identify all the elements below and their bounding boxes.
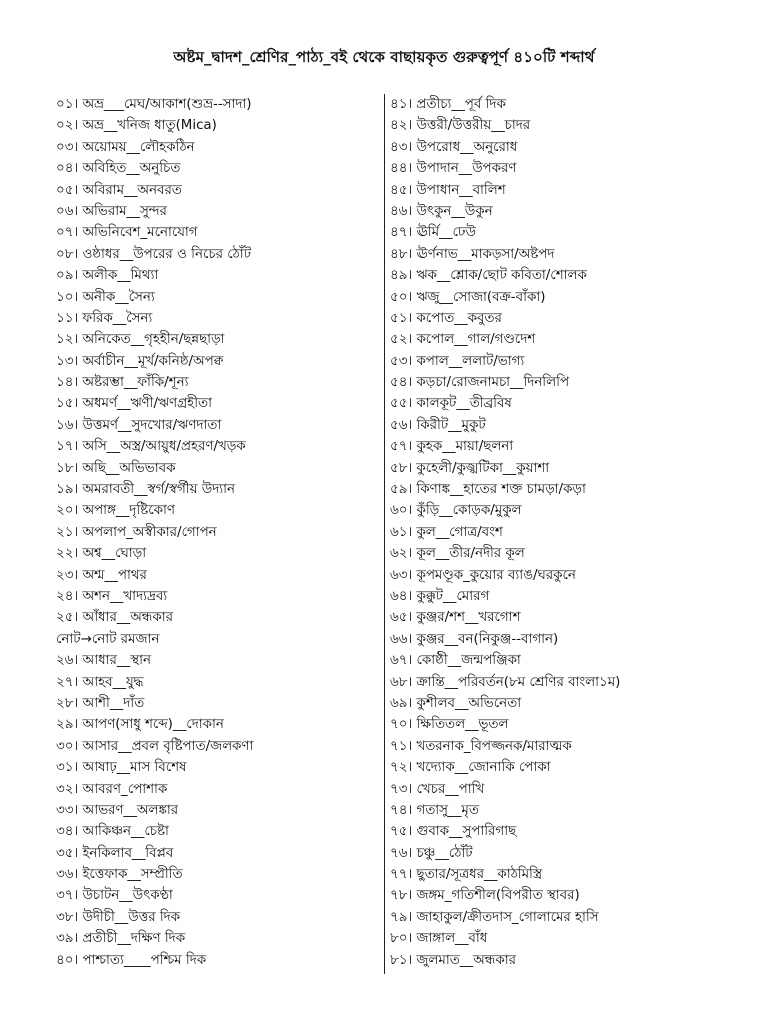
word-entry: ২৩। অশ্ম__পাথর — [56, 567, 147, 583]
word-entry: ৫০। ঋজু__সোজা(বক্র-বাঁকা) — [390, 289, 546, 305]
word-entry: ৫৪। কড়চা/রোজনামচা__দিনলিপি — [390, 375, 570, 391]
word-entry: ০৩। অয়োময়__লৌহকঠিন — [56, 139, 195, 155]
word-entry: ০৬। অভিরাম__সুন্দর — [56, 203, 167, 219]
word-entry: ২২। অশ্ব__ঘোড়া — [56, 546, 147, 562]
word-entry: ৭২। খদ্যোক__জোনাকি পোকা — [390, 760, 551, 776]
word-entry: ১১। ফরিক__সৈন্য — [56, 310, 153, 326]
word-entry: ১৮। অছি__অভিভাবক — [56, 460, 176, 476]
word-entry: ২৪। অশন__খাদ্যদ্রব্য — [56, 588, 168, 604]
word-entry: ৪৫। উপাধান__বালিশ — [390, 182, 506, 198]
word-entry: ৩৪। আকিঞ্চন__চেষ্টা — [56, 824, 169, 840]
word-entry: ৭৫। গুবাক__সুপারিগাছ — [390, 824, 517, 840]
word-entry: ১৫। অধমর্ণ__ঋণী/ঋণগ্রহীতা — [56, 396, 212, 412]
word-entry: ৬৯। কুশীলব__অভিনেতা — [390, 695, 522, 711]
word-entry: ২৭। আহব__যুদ্ধ — [56, 674, 144, 690]
word-entry: ৫৫। কালকূট__তীব্রবিষ — [390, 396, 512, 412]
word-entry: ৫৯। কিণাঙ্ক__হাতের শক্ত চামড়া/কড়া — [390, 482, 586, 498]
word-entry: ৬২। কূল__তীর/নদীর কূল — [390, 546, 525, 562]
word-entry: ২১। অপলাপ_অস্বীকার/গোপন — [56, 524, 217, 540]
word-entry: ৭১। খতরনাক_বিপজ্জনক/মারাত্মক — [390, 738, 572, 754]
word-entry: ৬১। কুল__গোত্র/বংশ — [390, 524, 503, 540]
word-entry: ২০। অপাঙ্গ__দৃষ্টিকোণ — [56, 503, 175, 519]
word-entry: ১০। অনীক__সৈন্য — [56, 289, 155, 305]
word-entry: নোট→নোট রমজান — [56, 631, 160, 647]
word-entry: ৩৯। প্রতীচী__দক্ষিণ দিক — [56, 931, 186, 947]
word-entry: ৫২। কপোল__গাল/গণ্ডদেশ — [390, 332, 536, 348]
word-entry: ৭৭। ছুতার/সূত্রধর__কাঠমিস্ত্রি — [390, 867, 543, 883]
word-entry: ৮০। জাঙ্গাল__বাঁধ — [390, 931, 488, 947]
page-title: অষ্টম_দ্বাদশ_শ্রেণির_পাঠ্য_বই থেকে বাছায়কৃত গুরুত্বপূর্ণ ৪১০টি শব্দার্থ — [173, 48, 595, 66]
word-entry: ৪০। পাশ্চাত্য____পশ্চিম দিক — [56, 952, 207, 968]
word-entry: ০৭। অভিনিবেশ_মনোযোগ — [56, 225, 198, 241]
word-entry: ৭৬। চঞ্চু__ঠোঁট — [390, 845, 473, 861]
word-entry: ৪৯। ঋক__শ্লোক/ছোট কবিতা/শোলক — [390, 268, 587, 284]
word-entry: ৩৫। ইনকিলাব__বিপ্লব — [56, 845, 174, 861]
word-entry: ২৯। আপণ(সাধু শব্দে)__দোকান — [56, 717, 224, 733]
word-entry: ৬৪। কুক্কুট__মোরগ — [390, 588, 490, 604]
word-entry: ২৫। আঁধার__অন্ধকার — [56, 610, 174, 626]
word-entry: ৩০। আসার__প্রবল বৃষ্টিপাত/জলকণা — [56, 738, 254, 754]
word-entry: ২৬। আধার__স্থান — [56, 653, 151, 669]
word-entry: ৬৭। কোষ্ঠী__জন্মপঞ্জিকা — [390, 653, 521, 669]
word-entry: ৪৬। উৎকুন__উকুন — [390, 203, 493, 219]
column-divider — [384, 94, 385, 974]
word-entry: ৭৮। জঙ্গম_গতিশীল(বিপরীত স্থাবর) — [390, 888, 580, 904]
word-entry: ৪৪। উপাদান__উপকরণ — [390, 161, 517, 177]
word-entry: ৪৩। উপরোধ__অনুরোধ — [390, 139, 518, 155]
word-entry: ৭৪। গতাসু__মৃত — [390, 802, 479, 818]
word-entry: ১৬। উত্তমর্ণ__সুদখোর/ঋণদাতা — [56, 417, 222, 433]
word-list-right — [390, 94, 760, 971]
word-entry: ০৫। অবিরাম__অনবরত — [56, 182, 182, 198]
word-entry: ৫৭। কুহক__মায়া/ছলনা — [390, 439, 514, 455]
word-entry: ৬৫। কুঞ্জর/শশ__খরগোশ — [390, 610, 521, 626]
word-entry: ৩৩। আভরণ__অলঙ্কার — [56, 802, 179, 818]
word-entry: ০৯। অলীক__মিথ্যা — [56, 268, 159, 284]
word-entry: ৩৬। ইত্তেফাক__সম্প্রীতি — [56, 867, 183, 883]
word-entry: ৪৮। ঊর্ণনাভ__মাকড়সা/অষ্টপদ — [390, 246, 555, 262]
word-entry: ৫৮। কুহেলী/কুজ্ঝটিকা__কুয়াশা — [390, 460, 550, 476]
word-entry: ৩১। আষাঢ়__মাস বিশেষ — [56, 760, 187, 776]
word-entry: ৪২। উত্তরী/উত্তরীয়__চাদর — [390, 118, 531, 134]
word-entry: ২৮। আশী__দাঁত — [56, 695, 145, 711]
word-entry: ৩৮। উদীচী__উত্তর দিক — [56, 909, 181, 925]
word-entry: ৭০। ক্ষিতিতল__ভূতল — [390, 717, 509, 733]
word-entry: ৩৭। উচাটন__উৎকণ্ঠা — [56, 888, 173, 904]
word-entry: ৬৩। কূপমণ্ডূক_কুয়োর ব্যাঙ/ঘরকুনে — [390, 567, 576, 583]
word-entry: ৫৬। কিরীট__মুকুট — [390, 417, 486, 433]
word-entry: ৫১। কপোত__কবুতর — [390, 310, 502, 326]
word-entry: ৪১। প্রতীচ্য__পূর্ব দিক — [390, 97, 506, 112]
word-entry: ১৭। অসি__অস্ত্র/আয়ুধ/প্রহরণ/খড়ক — [56, 439, 246, 455]
word-entry: ০২। অভ্র__খনিজ ধাতু(Mica) — [56, 118, 217, 134]
word-entry: ৫৩। কপাল__ললাট/ভাগ্য — [390, 353, 525, 369]
word-entry: ৪৭। ঊর্মি__ঢেউ — [390, 225, 476, 241]
word-entry: ৬০। কুঁড়ি__কোড়ক/মুকুল — [390, 503, 522, 519]
word-list-left — [56, 94, 376, 971]
word-entry: ১২। অনিকেত__গৃহহীন/ছন্নছাড়া — [56, 332, 225, 348]
word-entry: ৬৬। কুঞ্জর__বন(নিকুঞ্জ--বাগান) — [390, 631, 559, 647]
word-entry: ৮১। জুলমাত__অন্ধকার — [390, 952, 516, 968]
word-entry: ৬৮। ক্রান্তি__পরিবর্তন(৮ম শ্রেণির বাংলা১ম) — [390, 674, 621, 690]
word-entry: ৩২। আবরণ_পোশাক — [56, 781, 168, 797]
word-entry: ০৪। অবিহিত__অনুচিত — [56, 161, 181, 177]
word-entry: ০৮। ওষ্ঠাধর__উপরের ও নিচের ঠোঁট — [56, 246, 251, 262]
word-entry: ০১। অভ্র___মেঘ/আকাশ(শুভ্র--সাদা) — [56, 97, 252, 112]
word-entry: ১৯। অমরাবতী__স্বর্গ/স্বর্গীয় উদ্যান — [56, 482, 235, 498]
word-entry: ১৪। অষ্টরম্ভা__ফাঁকি/শূন্য — [56, 375, 189, 391]
word-entry: ১৩। অর্বাচীন__মূর্খ/কনিষ্ঠ/অপক্ব — [56, 353, 224, 369]
word-entry: ৭৩। খেচর__পাখি — [390, 781, 485, 797]
word-entry: ৭৯। জাহাকুল/ক্রীতদাস_গোলামের হাসি — [390, 909, 599, 925]
